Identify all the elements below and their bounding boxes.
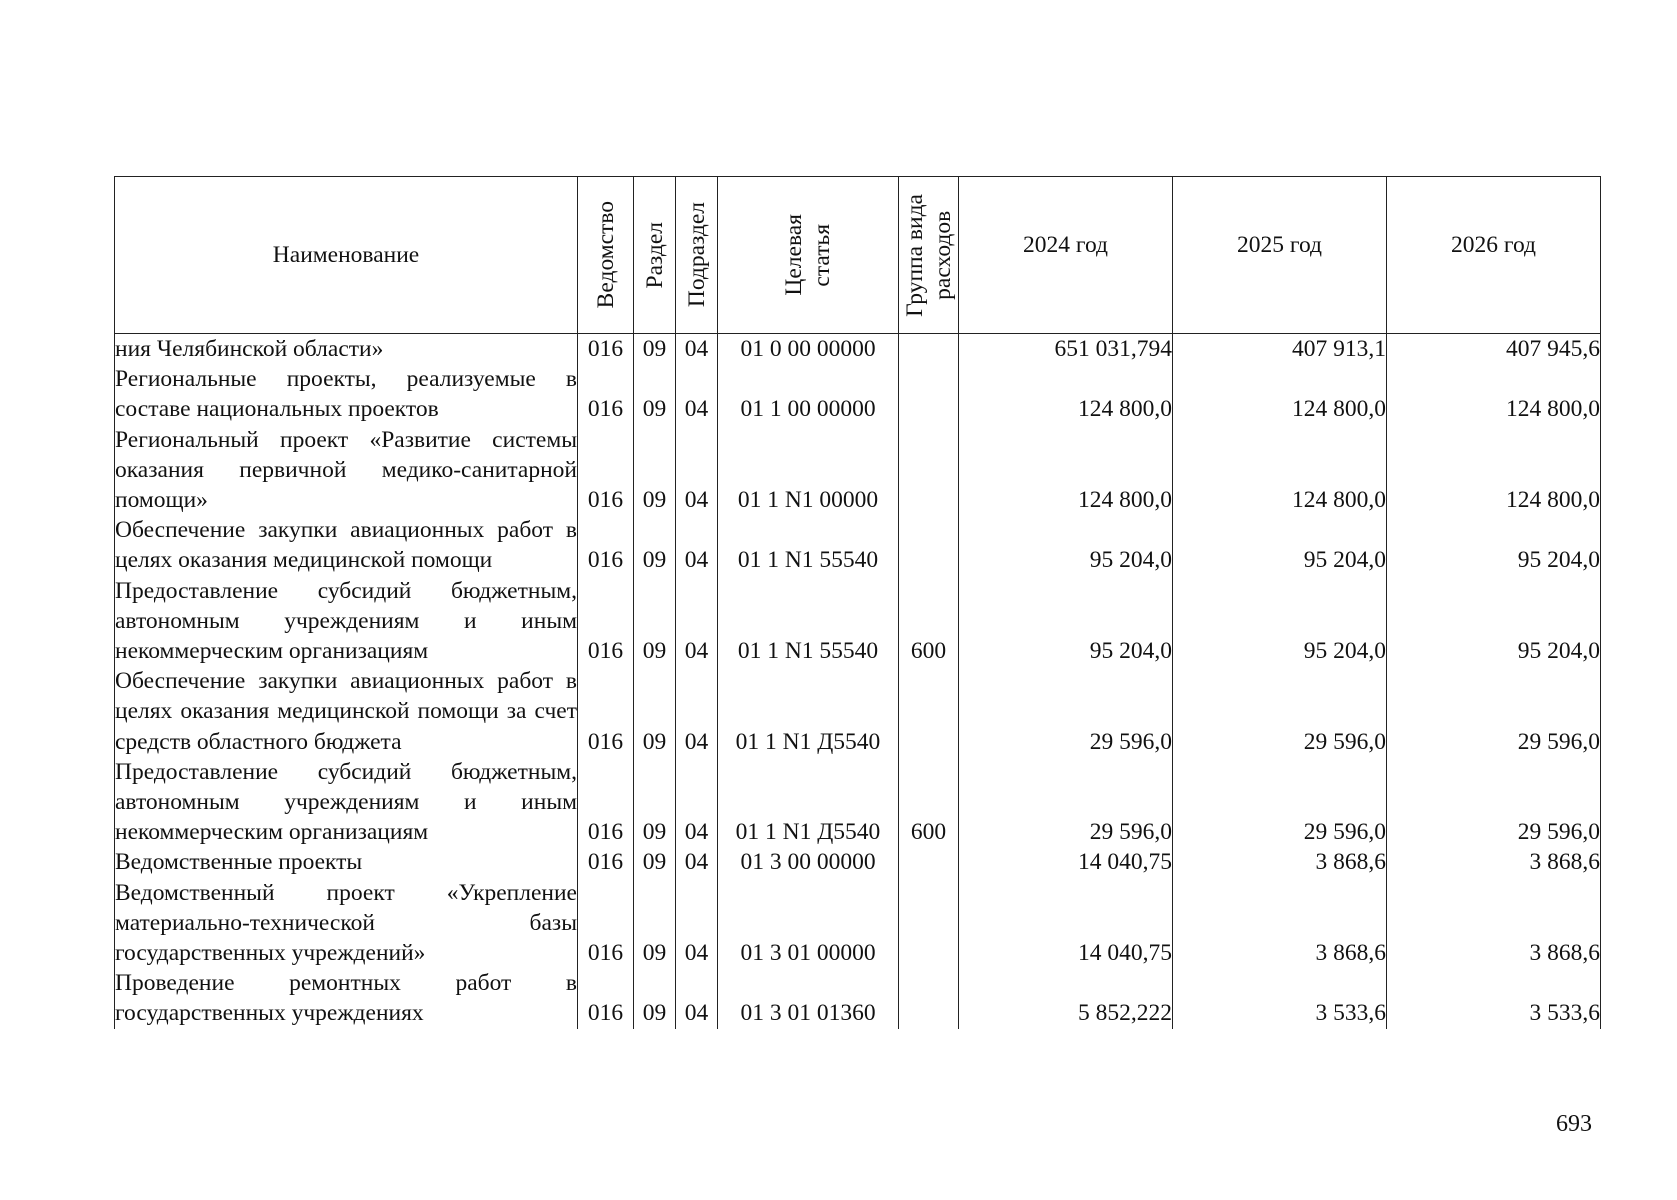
- row-target-article: 01 0 00 00000: [718, 334, 899, 365]
- row-target-article: 01 1 00 00000: [718, 364, 899, 424]
- row-vedomstvo: 016: [578, 576, 634, 667]
- header-name: Наименование: [115, 177, 578, 334]
- row-vedomstvo: 016: [578, 515, 634, 575]
- row-name: ния Челябинской области»: [115, 334, 578, 365]
- row-expense-group: [899, 515, 959, 575]
- row-target-article: 01 3 01 01360: [718, 968, 899, 1028]
- row-podrazdel: 04: [676, 334, 718, 365]
- row-vedomstvo: 016: [578, 968, 634, 1028]
- row-target-article: 01 1 N1 00000: [718, 425, 899, 516]
- row-2025: 3 868,6: [1173, 878, 1387, 969]
- header-target-article: Целевая статья: [718, 177, 899, 334]
- row-2024: 14 040,75: [959, 847, 1173, 877]
- header-expense-group: Группа вида расходов: [899, 177, 959, 334]
- table-row: [115, 878, 1601, 969]
- row-razdel: 09: [634, 576, 676, 667]
- row-razdel: 09: [634, 425, 676, 516]
- table-row: [115, 425, 1601, 516]
- row-name: Региональные проекты, реализуемые в составе национальных проектов: [115, 364, 578, 424]
- row-expense-group: [899, 968, 959, 1028]
- row-razdel: 09: [634, 847, 676, 877]
- row-name: Предоставление субсидий бюджетным, автономным учреждениям и иным некоммерческим организациям: [115, 757, 578, 848]
- row-target-article: 01 1 N1 55540: [718, 576, 899, 667]
- row-2024: 29 596,0: [959, 757, 1173, 848]
- row-vedomstvo: 016: [578, 364, 634, 424]
- table-row: [115, 757, 1601, 848]
- row-2024: 14 040,75: [959, 878, 1173, 969]
- row-2025: 29 596,0: [1173, 666, 1387, 757]
- row-vedomstvo: 016: [578, 334, 634, 365]
- row-name: Предоставление субсидий бюджетным, автономным учреждениям и иным некоммерческим организациям: [115, 576, 578, 667]
- row-2026: 95 204,0: [1387, 576, 1601, 667]
- row-target-article: 01 1 N1 Д5540: [718, 757, 899, 848]
- budget-table: [114, 176, 1601, 1029]
- row-name: Ведомственный проект «Укрепление материально-технической базы государственных учреждений»: [115, 878, 578, 969]
- header-2026: 2026 год: [1387, 177, 1601, 334]
- header-2024: 2024 год: [959, 177, 1173, 334]
- row-podrazdel: 04: [676, 576, 718, 667]
- table-row: [115, 666, 1601, 757]
- row-razdel: 09: [634, 968, 676, 1028]
- row-expense-group: [899, 425, 959, 516]
- row-expense-group: [899, 847, 959, 877]
- table-row: [115, 334, 1601, 365]
- header-podrazdel: Подраздел: [676, 177, 718, 334]
- row-razdel: 09: [634, 334, 676, 365]
- row-podrazdel: 04: [676, 878, 718, 969]
- row-expense-group: [899, 878, 959, 969]
- row-razdel: 09: [634, 878, 676, 969]
- row-2026: 407 945,6: [1387, 334, 1601, 365]
- row-target-article: 01 3 01 00000: [718, 878, 899, 969]
- row-2026: 3 868,6: [1387, 847, 1601, 877]
- row-2025: 95 204,0: [1173, 515, 1387, 575]
- row-2026: 124 800,0: [1387, 364, 1601, 424]
- header-2025: 2025 год: [1173, 177, 1387, 334]
- row-2025: 407 913,1: [1173, 334, 1387, 365]
- table-row: [115, 968, 1601, 1028]
- row-expense-group: [899, 334, 959, 365]
- row-razdel: 09: [634, 364, 676, 424]
- row-vedomstvo: 016: [578, 878, 634, 969]
- row-expense-group: 600: [899, 757, 959, 848]
- header-razdel: Раздел: [634, 177, 676, 334]
- row-2024: 124 800,0: [959, 364, 1173, 424]
- table-row: [115, 847, 1601, 877]
- row-target-article: 01 1 N1 Д5540: [718, 666, 899, 757]
- row-podrazdel: 04: [676, 968, 718, 1028]
- row-2024: 124 800,0: [959, 425, 1173, 516]
- table-row: [115, 576, 1601, 667]
- row-2026: 3 868,6: [1387, 878, 1601, 969]
- row-2024: 95 204,0: [959, 515, 1173, 575]
- row-expense-group: 600: [899, 576, 959, 667]
- row-expense-group: [899, 364, 959, 424]
- row-razdel: 09: [634, 757, 676, 848]
- row-2025: 124 800,0: [1173, 364, 1387, 424]
- row-2024: 651 031,794: [959, 334, 1173, 365]
- table-header-row: [115, 177, 1601, 334]
- row-2025: 29 596,0: [1173, 757, 1387, 848]
- row-razdel: 09: [634, 515, 676, 575]
- row-vedomstvo: 016: [578, 425, 634, 516]
- row-name: Обеспечение закупки авиационных работ в целях оказания медицинской помощи: [115, 515, 578, 575]
- row-2024: 5 852,222: [959, 968, 1173, 1028]
- row-2026: 3 533,6: [1387, 968, 1601, 1028]
- row-name: Обеспечение закупки авиационных работ в целях оказания медицинской помощи за счет средств областного бюджета: [115, 666, 578, 757]
- row-target-article: 01 1 N1 55540: [718, 515, 899, 575]
- row-podrazdel: 04: [676, 364, 718, 424]
- row-name: Региональный проект «Развитие системы оказания первичной медико-санитарной помощи»: [115, 425, 578, 516]
- row-2026: 124 800,0: [1387, 425, 1601, 516]
- row-podrazdel: 04: [676, 757, 718, 848]
- row-expense-group: [899, 666, 959, 757]
- row-vedomstvo: 016: [578, 757, 634, 848]
- row-razdel: 09: [634, 666, 676, 757]
- row-podrazdel: 04: [676, 847, 718, 877]
- row-podrazdel: 04: [676, 666, 718, 757]
- table-row: [115, 364, 1601, 424]
- row-name: Ведомственные проекты: [115, 847, 578, 877]
- row-2026: 95 204,0: [1387, 515, 1601, 575]
- row-podrazdel: 04: [676, 425, 718, 516]
- row-2024: 29 596,0: [959, 666, 1173, 757]
- row-2026: 29 596,0: [1387, 757, 1601, 848]
- row-2025: 95 204,0: [1173, 576, 1387, 667]
- page-number: 693: [1556, 1111, 1592, 1137]
- row-2025: 3 533,6: [1173, 968, 1387, 1028]
- row-name: Проведение ремонтных работ в государственных учреждениях: [115, 968, 578, 1028]
- row-2024: 95 204,0: [959, 576, 1173, 667]
- row-target-article: 01 3 00 00000: [718, 847, 899, 877]
- row-2025: 3 868,6: [1173, 847, 1387, 877]
- row-vedomstvo: 016: [578, 666, 634, 757]
- table-row: [115, 515, 1601, 575]
- row-vedomstvo: 016: [578, 847, 634, 877]
- row-2025: 124 800,0: [1173, 425, 1387, 516]
- header-vedomstvo: Ведомство: [578, 177, 634, 334]
- row-2026: 29 596,0: [1387, 666, 1601, 757]
- row-podrazdel: 04: [676, 515, 718, 575]
